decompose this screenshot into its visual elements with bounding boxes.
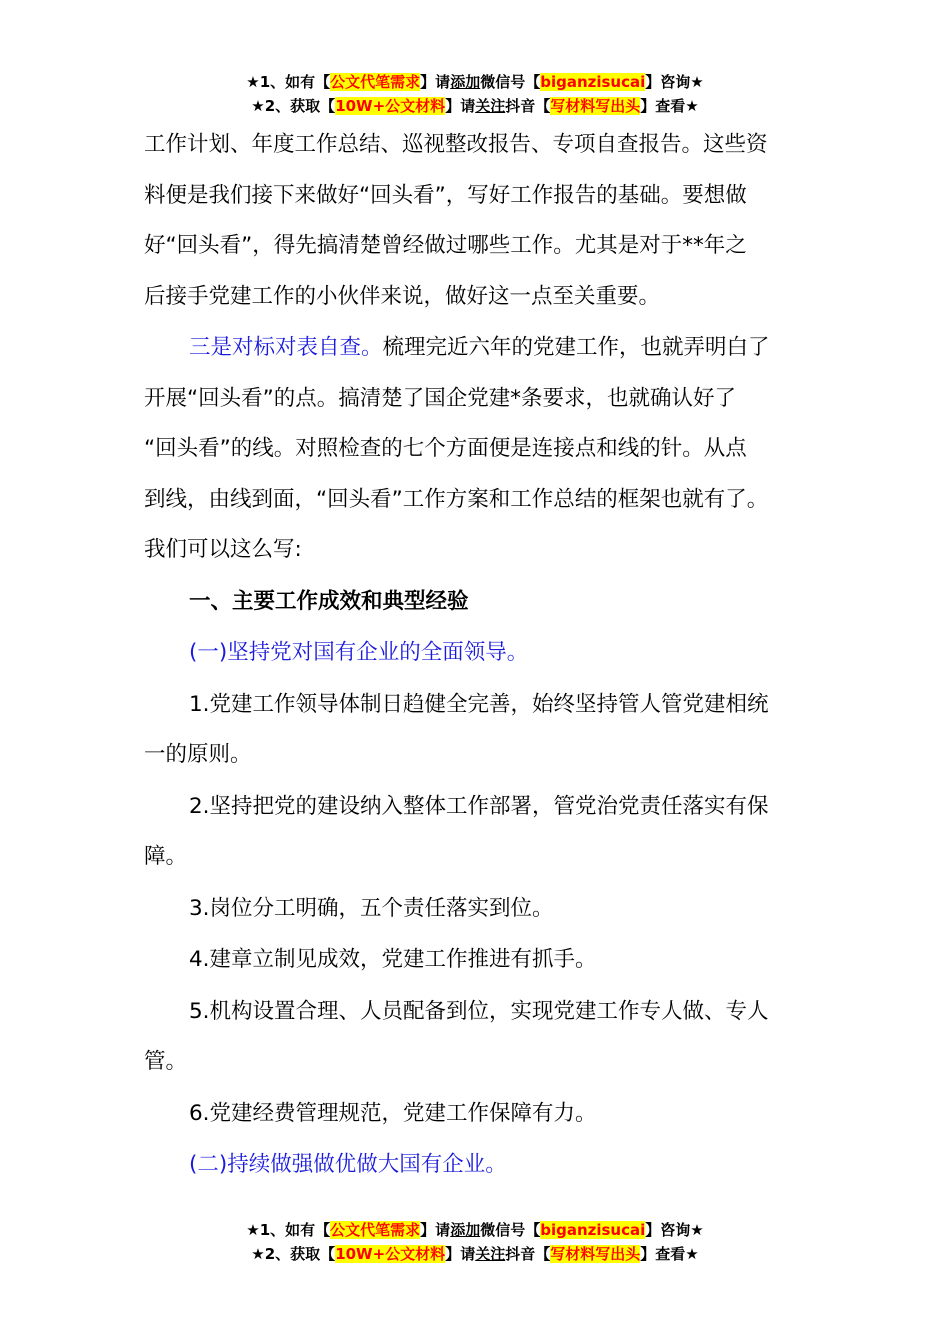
banner-highlight: 公文代笔需求: [330, 73, 421, 91]
list-item-5: [144, 987, 809, 1088]
section-lead: 三是对标对表自查。: [189, 335, 383, 360]
banner-text: 微信号【: [480, 1221, 541, 1239]
subheading-text: (二)持续做强做优做大国有企业。: [189, 1152, 507, 1177]
text-line: 管。: [144, 1049, 188, 1074]
banner-highlight: 10W+公文材料: [335, 97, 446, 115]
banner-text: ★2、获取【: [251, 97, 336, 115]
banner-text: 微信号【: [480, 73, 541, 91]
banner-text: 】请: [445, 1245, 476, 1263]
banner-text: 抖音【: [505, 1245, 551, 1263]
subheading-1: [144, 628, 809, 679]
subheading-2: [144, 1140, 809, 1191]
banner-text: 】请: [420, 1221, 451, 1239]
text-line: 6.党建经费管理规范，党建工作保障有力。: [189, 1100, 597, 1126]
paragraph-2: [144, 323, 809, 576]
list-item-6: [144, 1089, 809, 1140]
text-line: 5.机构设置合理、人员配备到位，实现党建工作专人做、专人: [189, 998, 769, 1024]
text-line: 4.建章立制见成效，党建工作推进有抓手。: [189, 947, 597, 972]
banner-text: 抖音【: [505, 97, 551, 115]
text-line: 一的原则。: [144, 742, 252, 767]
banner-text: ★1、如有【: [246, 73, 331, 91]
banner-text: 】请: [445, 97, 476, 115]
paragraph-1: [144, 120, 809, 322]
text-line: 料便是我们接下来做好“回头看”，写好工作报告的基础。要想做: [144, 182, 747, 208]
text-line: 1.党建工作领导体制日趋健全完善，始终坚持管人管党建相统: [189, 691, 769, 717]
list-item-4: [144, 935, 809, 986]
banner-text: 】查看★: [640, 1245, 699, 1263]
banner-line-1: [0, 1218, 950, 1242]
banner-underline: 关注: [475, 1245, 506, 1263]
text-line: 我们可以这么写:: [144, 537, 302, 562]
banner-text: ★2、获取【: [251, 1245, 336, 1263]
text-run: 梳理完近六年的党建工作，也就弄明白了: [382, 335, 770, 360]
banner-highlight: biganzisucai: [540, 73, 646, 91]
list-item-2: [144, 782, 809, 883]
banner-highlight: biganzisucai: [540, 1221, 646, 1239]
heading-main-achievements: [144, 577, 809, 628]
text-line: 好“回头看”，得先搞清楚曾经做过哪些工作。尤其是对于**年之: [144, 233, 747, 258]
banner-highlight: 10W+公文材料: [335, 1245, 446, 1263]
list-item-1: [144, 680, 809, 781]
text-line: 开展“回头看”的点。搞清楚了国企党建*条要求，也就确认好了: [144, 385, 737, 411]
banner-text: ★1、如有【: [246, 1221, 331, 1239]
text-line: [144, 323, 809, 374]
subheading-text: (一)坚持党对国有企业的全面领导。: [189, 640, 529, 665]
text-line: 障。: [144, 844, 188, 869]
banner-text: 】请: [420, 73, 451, 91]
text-line: 3.岗位分工明确，五个责任落实到位。: [189, 895, 554, 921]
banner-underline: 关注: [475, 97, 506, 115]
banner-highlight: 写材料写出头: [550, 1245, 641, 1263]
banner-highlight: 写材料写出头: [550, 97, 641, 115]
document-body: [144, 120, 809, 1192]
banner-text: 】咨询★: [645, 73, 704, 91]
text-line: 工作计划、年度工作总结、巡视整改报告、专项自查报告。这些资: [144, 132, 768, 157]
text-line: “回头看”的线。对照检查的七个方面便是连接点和线的针。从点: [144, 436, 747, 461]
bottom-banner: [0, 1218, 950, 1266]
text-line: 2.坚持把党的建设纳入整体工作部署，管党治党责任落实有保: [189, 793, 769, 819]
text-line: 到线，由线到面，“回头看”工作方案和工作总结的框架也就有了。: [144, 486, 769, 512]
banner-line-1: [0, 70, 950, 94]
banner-text: 】查看★: [640, 97, 699, 115]
banner-underline: 添加: [450, 1221, 481, 1239]
text-line: 后接手党建工作的小伙伴来说，做好这一点至关重要。: [144, 283, 661, 309]
banner-line-2: [0, 1242, 950, 1266]
heading-text: 一、主要工作成效和典型经验: [189, 588, 469, 614]
top-banner: [0, 70, 950, 118]
banner-underline: 添加: [450, 73, 481, 91]
list-item-3: [144, 884, 809, 935]
banner-line-2: [0, 94, 950, 118]
banner-highlight: 公文代笔需求: [330, 1221, 421, 1239]
banner-text: 】咨询★: [645, 1221, 704, 1239]
